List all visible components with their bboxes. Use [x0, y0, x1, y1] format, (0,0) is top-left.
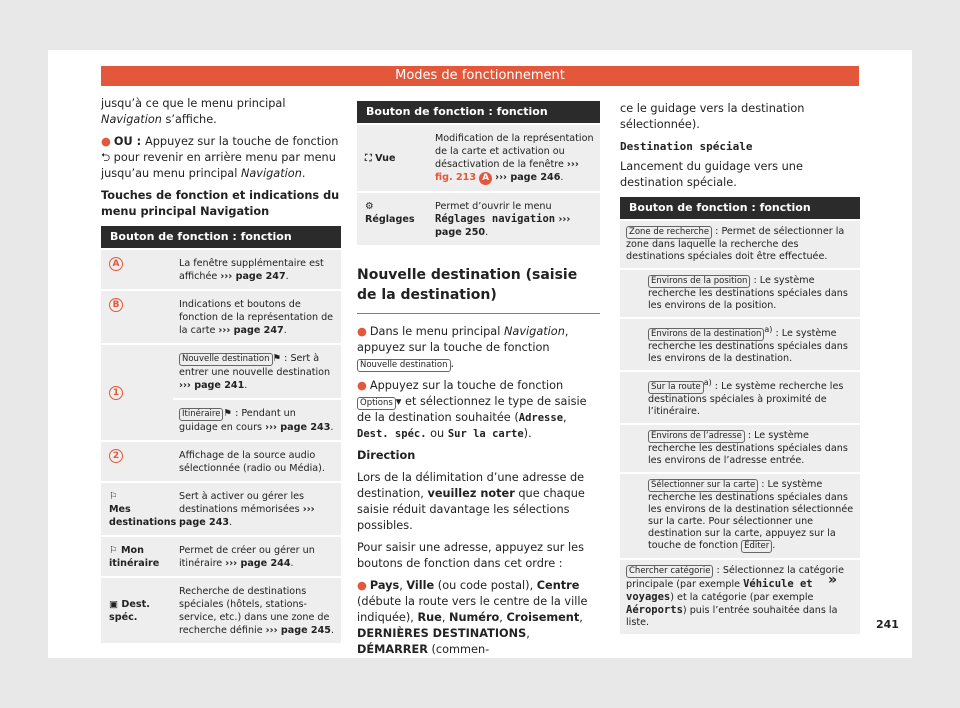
table-row: Environs de l’adresse : Le système recherche les destinations spéciales dans les environs de l’adresse entrée. [620, 423, 860, 472]
callout-badge: 2 [109, 449, 123, 463]
bullet-item: ● Pays, Ville (ou code postal), Centre (débute la route vers le centre de la ville indiquée), Rue, Numéro, Croisement, DERNIÈRES DESTINATIONS, DÉMARRER (commen- [357, 579, 588, 656]
table-row: ⚐ Mes destinations Sert à activer ou gérer les destinations mémorisées ››› page 243. [101, 481, 341, 535]
mono-heading: Destination spéciale [620, 140, 753, 153]
table-row: ⛶ Vue Modification de la représentation de la carte et activation ou désactivation de la fenêtre ››› fig. 213 A ››› page 246. [357, 123, 600, 191]
bullet-icon: ● [101, 135, 111, 148]
table-row: 2 Affichage de la source audio sélectionnée (radio ou Média). [101, 440, 341, 481]
bullet-icon: ● [357, 579, 367, 592]
table-row: ⚙ Réglages Permet d’ouvrir le menu Réglages navigation ››› page 250. [357, 191, 600, 245]
chevron-down-icon: ▾ [395, 395, 402, 408]
callout-badge: A [479, 172, 492, 185]
table-row: Sur la route $^{a)}$ : Le système recherche les destinations spéciales à proximité de l’itinéraire. [620, 370, 860, 423]
bullet-icon: ● [357, 325, 367, 338]
function-table [101, 226, 341, 643]
table-row: Zone de recherche : Permet de sélectionner la zone dans laquelle la recherche des destinations spéciales doit être effectuée. [620, 219, 860, 268]
table-row: ▣ Dest. spéc. Recherche de destinations spéciales (hôtels, stations-service, etc.) dans une zone de recherche définie ››› page 245. [101, 576, 341, 643]
new-destination-button-ref: Nouvelle destination [179, 353, 273, 366]
poi-icon: ▣ [109, 599, 119, 610]
continue-marker: » [828, 572, 838, 588]
table-header: Bouton de fonction : fonction [357, 101, 600, 123]
subheading: Direction [357, 449, 416, 462]
table-row: Chercher catégorie : Sélectionnez la catégorie principale (par exemple Véhicule et voyages) et la catégorie (par exemple Aéroports) puis l’entrée souhaitée dans la liste. [620, 558, 860, 634]
paragraph: Pour saisir une adresse, appuyez sur les boutons de fonction dans cet ordre : [357, 541, 584, 570]
section-heading: Nouvelle destination (saisie de la destination) [357, 265, 600, 314]
page-number: 241 [876, 618, 899, 631]
map-view-icon: ⛶ [365, 153, 372, 164]
callout-badge: 1 [109, 386, 123, 400]
table-row: Environs de la destination $^{a)}$ : Le système recherche les destinations spéciales dans les environs de la destination. [620, 317, 860, 370]
flag-icon: ⚑ [223, 408, 233, 419]
table-header: Bouton de fonction : fonction [620, 197, 860, 219]
paragraph: ce le guidage vers la destination sélectionnée). [620, 102, 805, 131]
page-header: Modes de fonctionnement [101, 66, 859, 86]
back-arrow-icon: ⮌ [101, 151, 111, 164]
settings-icon: ⚙ [365, 201, 374, 212]
route-icon: ⚐ [109, 545, 118, 556]
table-row: A La fenêtre supplémentaire est affichée ››› page 247. [101, 248, 341, 289]
column-right [620, 101, 860, 634]
route-flag-icon: ⚐ [109, 491, 118, 502]
column-middle [357, 101, 600, 664]
paragraph: Lors de la délimitation d’une adresse de destination, veuillez noter que chaque saisie réduit davantage les sélections possibles. [357, 471, 585, 532]
column-left [101, 96, 341, 643]
paragraph: jusqu’à ce que le menu principal Navigation s’affiche. [101, 97, 286, 126]
new-destination-button-ref: Nouvelle destination [357, 359, 451, 372]
function-table-2 [357, 101, 600, 245]
options-button-ref: Options [357, 397, 396, 410]
callout-badge: A [109, 257, 123, 271]
table-header: Bouton de fonction : fonction [101, 226, 341, 248]
itinerary-button-ref: Itinéraire [179, 408, 223, 421]
table-row: 1 Nouvelle destination ⚑ : Sert à entrer une nouvelle destination ››› page 241. Itinéraire ⚑ : Pendant un guidage en cours ››› page 243. [101, 343, 341, 440]
bullet-item: ● Dans le menu principal Navigation, appuyez sur la touche de fonction Nouvelle destination . [357, 325, 569, 370]
function-table-3 [620, 197, 860, 634]
bullet-item: ● OU : Appuyez sur la touche de fonction ⮌ pour revenir en arrière menu par menu jusqu’au menu principal Navigation. [101, 135, 339, 180]
bullet-icon: ● [357, 379, 367, 392]
table-row: B Indications et boutons de fonction de la représentation de la carte ››› page 247. [101, 289, 341, 343]
flag-icon: ⚑ [272, 353, 282, 364]
paragraph: Lancement du guidage vers une destination spéciale. [620, 160, 803, 189]
table-row: Environs de la position : Le système recherche les destinations spéciales dans les environs de la position. [620, 268, 860, 317]
table-row: ⚐ Mon itinéraire Permet de créer ou gérer un itinéraire ››› page 244. [101, 535, 341, 576]
bullet-item: ● Appuyez sur la touche de fonction Options ▾ et sélectionnez le type de saisie de la destination souhaitée (Adresse, Dest. spéc. ou Sur la carte). [357, 379, 587, 440]
subheading: Touches de fonction et indications du menu principal Navigation [101, 189, 340, 218]
table-row: Sélectionner sur la carte : Le système recherche les destinations spéciales dans les environs de la destination sélectionnée sur la carte. Pour sélectionner une destination sur la carte, appuyez sur la touche de fonction Éditer . [620, 472, 860, 558]
callout-badge: B [109, 298, 123, 312]
